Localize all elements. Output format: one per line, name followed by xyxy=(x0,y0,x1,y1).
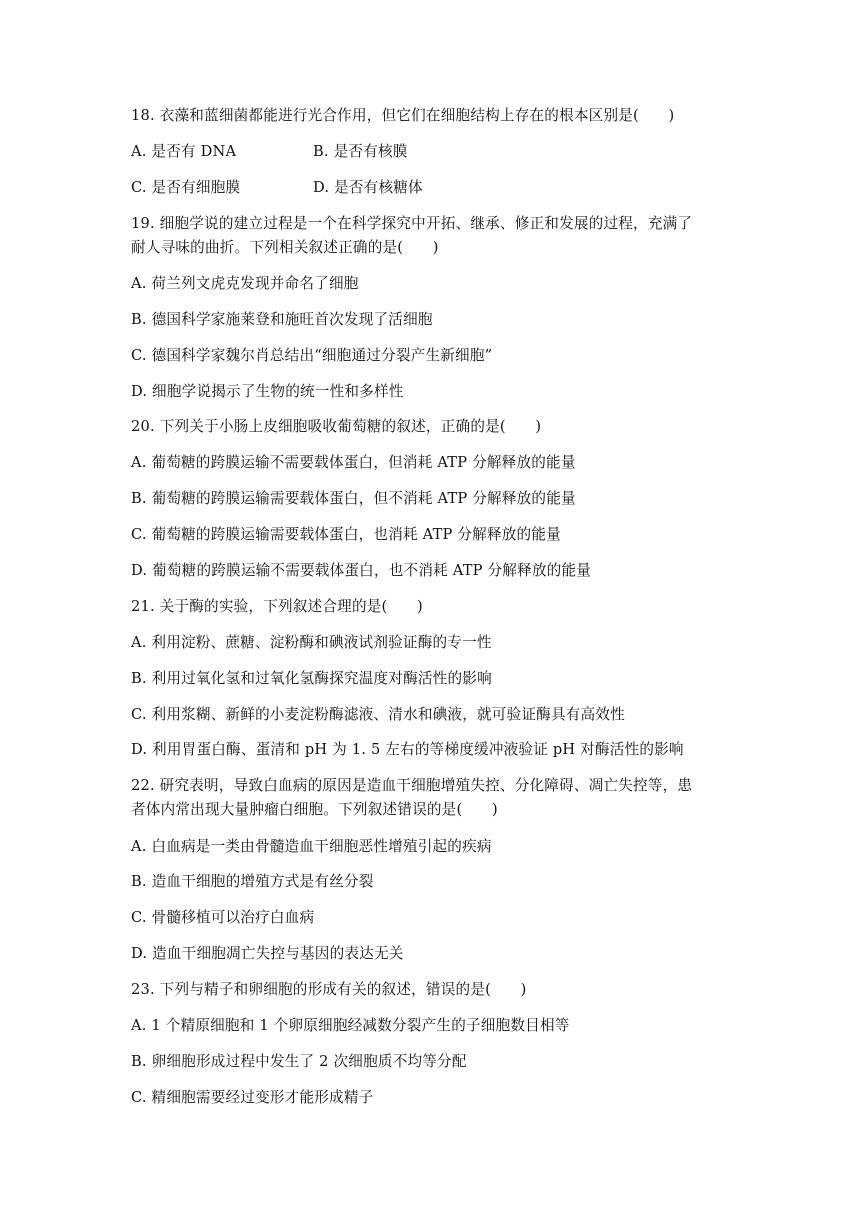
question-20-stem: 20. 下列关于小肠上皮细胞吸收葡萄糖的叙述，正确的是( ) xyxy=(131,418,542,435)
question-22-option-b: B. 造血干细胞的增殖方式是有丝分裂 xyxy=(131,873,374,890)
question-22-stem-line-2: 者体内常出现大量肿瘤白细胞。下列叙述错误的是( ) xyxy=(131,801,498,818)
question-18-option-c: C. 是否有细胞膜 xyxy=(131,179,241,196)
question-18-option-a: A. 是否有 DNA xyxy=(131,143,237,160)
question-19-stem-line-2: 耐人寻味的曲折。下列相关叙述正确的是( ) xyxy=(131,239,439,256)
question-21-option-b: B. 利用过氧化氢和过氧化氢酶探究温度对酶活性的影响 xyxy=(131,670,492,687)
question-21-option-a: A. 利用淀粉、蔗糖、淀粉酶和碘液试剂验证酶的专一性 xyxy=(131,634,492,651)
question-18-option-d: D. 是否有核糖体 xyxy=(313,179,423,196)
question-23-option-a: A. 1 个精原细胞和 1 个卵原细胞经减数分裂产生的子细胞数目相等 xyxy=(131,1017,570,1034)
question-19-option-c: C. 德国科学家魏尔肖总结出“细胞通过分裂产生新细胞” xyxy=(131,347,493,364)
question-18-option-b: B. 是否有核膜 xyxy=(313,143,408,160)
question-23-option-c: C. 精细胞需要经过变形才能形成精子 xyxy=(131,1089,374,1106)
question-19-option-b: B. 德国科学家施莱登和施旺首次发现了活细胞 xyxy=(131,311,433,328)
question-22-stem-line-1: 22. 研究表明，导致白血病的原因是造血干细胞增殖失控、分化障碍、凋亡失控等，患 xyxy=(131,777,693,794)
question-19-option-a: A. 荷兰列文虎克发现并命名了细胞 xyxy=(131,275,359,292)
question-23-stem: 23. 下列与精子和卵细胞的形成有关的叙述，错误的是( ) xyxy=(131,981,527,998)
question-22-option-c: C. 骨髓移植可以治疗白血病 xyxy=(131,909,315,926)
question-20-option-a: A. 葡萄糖的跨膜运输不需要载体蛋白，但消耗 ATP 分解释放的能量 xyxy=(131,454,576,471)
question-22-option-a: A. 白血病是一类由骨髓造血干细胞恶性增殖引起的疾病 xyxy=(131,838,492,855)
question-21-stem: 21. 关于酶的实验，下列叙述合理的是( ) xyxy=(131,598,423,615)
question-21-option-c: C. 利用浆糊、新鲜的小麦淀粉酶滤液、清水和碘液，就可验证酶具有高效性 xyxy=(131,706,625,723)
question-23-option-b: B. 卵细胞形成过程中发生了 2 次细胞质不均等分配 xyxy=(131,1053,467,1070)
question-20-option-c: C. 葡萄糖的跨膜运输需要载体蛋白，也消耗 ATP 分解释放的能量 xyxy=(131,526,561,543)
question-21-option-d: D. 利用胃蛋白酶、蛋清和 pH 为 1. 5 左右的等梯度缓冲液验证 pH 对酶活性的影响 xyxy=(131,741,684,758)
question-22-option-d: D. 造血干细胞凋亡失控与基因的表达无关 xyxy=(131,945,404,962)
question-20-option-b: B. 葡萄糖的跨膜运输需要载体蛋白，但不消耗 ATP 分解释放的能量 xyxy=(131,490,576,507)
question-20-option-d: D. 葡萄糖的跨膜运输不需要载体蛋白，也不消耗 ATP 分解释放的能量 xyxy=(131,562,592,579)
question-19-option-d: D. 细胞学说揭示了生物的统一性和多样性 xyxy=(131,383,404,400)
question-19-stem-line-1: 19. 细胞学说的建立过程是一个在科学探究中开拓、继承、修正和发展的过程，充满了 xyxy=(131,215,693,232)
question-18-stem: 18. 衣藻和蓝细菌都能进行光合作用，但它们在细胞结构上存在的根本区别是( ) xyxy=(131,107,675,124)
